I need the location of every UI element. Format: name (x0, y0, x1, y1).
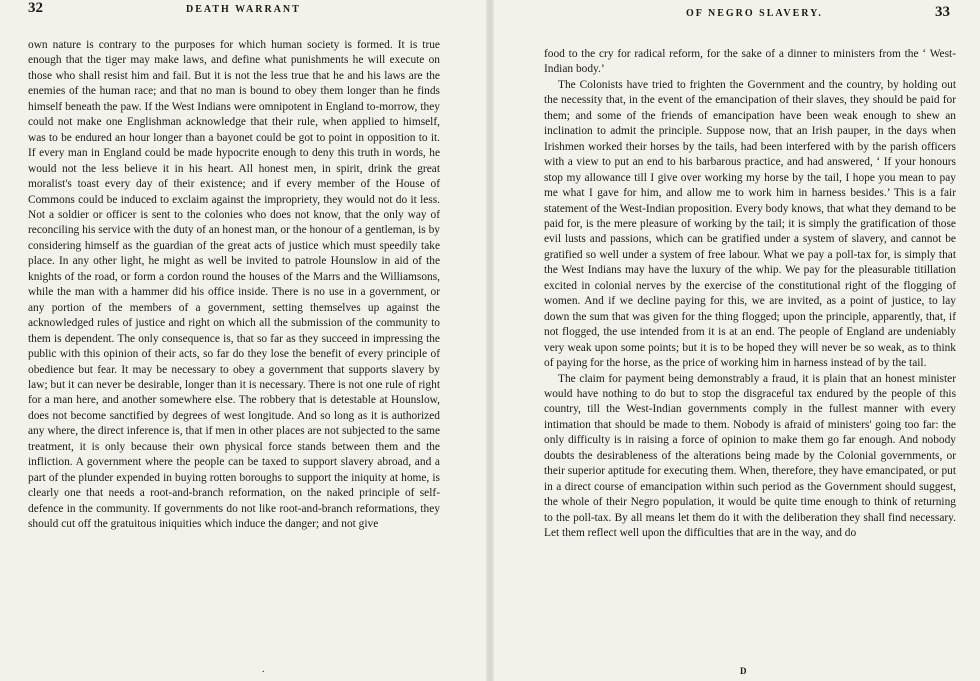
left-page-body (28, 38, 440, 533)
paragraph: food to the cry for radical reform, for the sake of a dinner to ministers from the ‘ West-Indian body.’ (544, 48, 956, 76)
page-number-left: 32 (28, 0, 43, 16)
page-number-right: 33 (935, 4, 950, 20)
right-page (490, 0, 980, 681)
paragraph: The Colonists have tried to frighten the Government and the country, by holding out the necessity that, in the event of the emancipation of their slaves, they should be paid for them; and some of the friends of emancipation have been weak enough to shew an inclination to admit the principle. Suppose now, that an Irish pauper, in the days when Irishmen worked their horses by the tails, had been interfered with by the parish officers with a view to put an end to his barbarous practice, and had answered, ‘ If your honours stop my allowance till I give over working my horse by the tail, I hope you mean to pay me what I gave for him, and allow me to work him in harness besides.’ This is a fair statement of the West-Indian proposition. Every body knows, that what they demand to be paid for, is the mere pleasure of working by the tail; it is simply the gratification of those evil lusts and passions, which can be gratified under a system of slavery, and cannot be gratified so well under a system of free labour. What we pay a poll-tax for, is simply that the West Indians may have the luxury of the whip. We pay for the pleasurable titillation excited in colonial nerves by the exercise of the constitutional right of the flogging of women. And if we decline paying for this, we are invited, as a point of justice, to lay down the sum that was given for the thing flogged; upon the principle, apparently, that, if not flogged, the use intended from it is at an end. The people of England are undeniably very weak upon some points; but it is to be hoped they will never be so weak, as to think of paying for the horse, as the price of working him in harness instead of by the tail. (544, 78, 956, 370)
right-page-body (544, 47, 956, 542)
signature-mark: D (740, 666, 747, 676)
running-head-left: DEATH WARRANT (186, 4, 301, 15)
paragraph: own nature is contrary to the purposes for which human society is formed. It is true enough that the tiger may make laws, and define what punishments he will execute on those who shall resist him and fail. But it is not the less true that he and his laws are the enemies of the human race; and that no man is bound to obey them longer than he finds himself beneath the paw. If the West Indians were omnipotent in England to-morrow, they could not make one Englishman acknowledge that their rule, when applied to himself, was to be endured an hour longer than a bayonet could be got to point in opposition to it. If every man in England could be made hypocrite enough to deny this truth in words, he would not the less believe it in his heart. All honest men, in spirit, drink the great moralist's toast every day of their existence; and if every member of the House of Commons could be induced to exclaim against the impropriety, they would not do it less. Not a soldier or officer is sent to the colonies who does not know, that the only way of reconciling his service with the duty of an honest man, or the honour of a gentleman, is by considering himself as the guardian of the great acts of justice which must speedily take place. In any other light, he might as well be invited to patrole Hounslow in aid of the knights of the road, or form a cordon round the houses of the Marrs and the Williamsons, while the man with a hammer did his office inside. There is no use in a government, or any portion of the members of a government, setting themselves up against the acknowledged rules of justice and right on which all the submission of the community to them is dependent. The only consequence is, that so far as they succeed in impressing the public with this opinion of their acts, so far do they lose the benefit of every principle of obedience but fear. It may be necessary to obey a government that supports slavery by law; but it can never be desirable, longer than it is necessary. There is not one rule of right for a man here, and another somewhere else. The robbery that is detestable at Hounslow, does not become sanctified by degrees of west longitude. And so long as it is authorized any where, the direct inference is, that if men in other places are not subjected to the same treatment, it is only because their own physical force stands between them and the infliction. A government where the people can be taxed to support slavery abroad, and a part of the plunder expended in buying rotten boroughs to support the iniquity at home, is clearly one that needs a root-and-branch reformation, on the naked principle of self-defence in the community. If governments do not like root-and-branch reformations, they should cut off the gratuitous iniquities which induce the danger; and not give (28, 39, 440, 531)
footer-mark: . (262, 664, 265, 675)
paragraph: The claim for payment being demonstrably a fraud, it is plain that an honest minister would have nothing to do but to stop the disgraceful tax endured by the people of this country, till the West-Indian governments comply in the fullest manner with every intimation that should be made to them. Nobody is afraid of ministers' going too far: the only difficulty is in raising a force of opinion to make them go far enough. And nobody doubts the desirableness of the alterations being made by the Colonial governments, or their superior aptitude for executing them. When, therefore, they have emancipated, or put in a direct course of emancipation within such period as the Government should suggest, the whole of their Negro population, it would be quite time enough to think of returning to the poll-tax. By all means let them do it with the deliberation they shall find necessary. Let them reflect well upon the difficulties that are in the way, and do (544, 372, 956, 540)
running-head-right: OF NEGRO SLAVERY. (686, 8, 823, 19)
